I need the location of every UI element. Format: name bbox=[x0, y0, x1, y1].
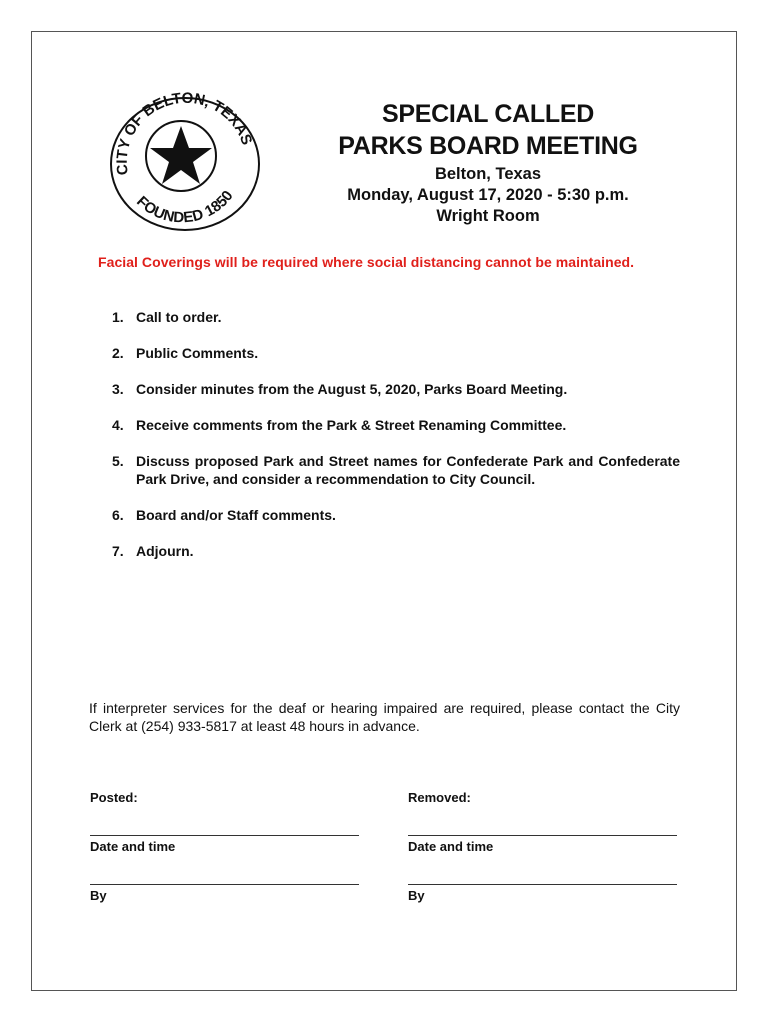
agenda-item: 2. Public Comments. bbox=[112, 345, 259, 361]
facial-covering-notice: Facial Coverings will be required where social distancing cannot be maintained. bbox=[98, 254, 635, 270]
removed-by-label: By bbox=[408, 888, 425, 903]
removed-label: Removed: bbox=[408, 790, 471, 805]
star-icon bbox=[150, 126, 212, 184]
svg-text:CITY OF BELTON, TEXAS: CITY OF BELTON, TEXAS bbox=[113, 92, 256, 177]
removed-date-time-label: Date and time bbox=[408, 839, 494, 854]
agenda-item: 1. Call to order. bbox=[112, 309, 222, 325]
removed-date-line bbox=[408, 835, 677, 836]
posted-date-time-label: Date and time bbox=[90, 839, 176, 854]
posted-by-label: By bbox=[90, 888, 107, 903]
title-line-1: SPECIAL CALLED bbox=[381, 100, 595, 128]
posted-label: Posted: bbox=[90, 790, 138, 805]
title-line-2: PARKS BOARD MEETING bbox=[338, 132, 638, 160]
agenda-item: 6. Board and/or Staff comments. bbox=[112, 507, 336, 523]
posted-by-line bbox=[90, 884, 359, 885]
agenda-list bbox=[112, 308, 680, 578]
meeting-datetime: Monday, August 17, 2020 - 5:30 p.m. bbox=[347, 186, 629, 204]
posted-date-line bbox=[90, 835, 359, 836]
meeting-header bbox=[330, 98, 646, 227]
interpreter-services-notice: If interpreter services for the deaf or hearing impaired are required, please contact the City Clerk at (254) 933-5817 at least 48 hours in advance. bbox=[89, 700, 680, 734]
meeting-room: Wright Room bbox=[436, 207, 540, 225]
agenda-item: 5. Discuss proposed Park and Street names for Confederate Park and Confederate Park Drive, and consider a recommendation to City Council. bbox=[112, 453, 680, 487]
meeting-location: Belton, Texas bbox=[434, 165, 542, 183]
city-seal-logo bbox=[103, 92, 263, 232]
removed-by-line bbox=[408, 884, 677, 885]
svg-text:FOUNDED 1850: FOUNDED 1850 bbox=[133, 187, 237, 227]
agenda-item: 7. Adjourn. bbox=[112, 543, 194, 559]
agenda-item: 4. Receive comments from the Park & Street Renaming Committee. bbox=[112, 417, 567, 433]
agenda-item: 3. Consider minutes from the August 5, 2020, Parks Board Meeting. bbox=[112, 381, 568, 397]
